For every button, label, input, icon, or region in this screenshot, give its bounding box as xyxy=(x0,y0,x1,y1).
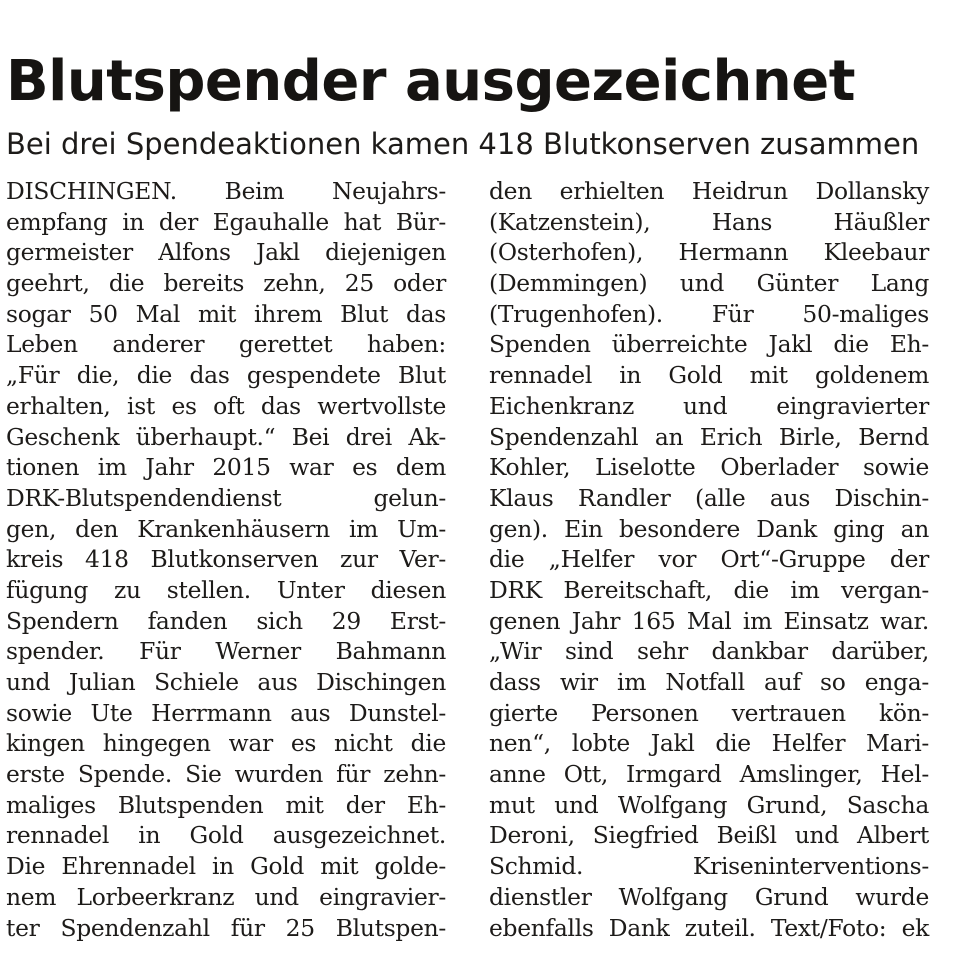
text-line: sogar 50 Mal mit ihrem Blut das xyxy=(6,299,446,328)
text-line: Spendern fanden sich 29 Erst- xyxy=(6,606,446,635)
text-line: Eichenkranz und eingravierter xyxy=(489,391,929,420)
text-line: Schmid. Kriseninterventions- xyxy=(489,852,929,881)
text-line: Kohler, Liselotte Oberlader sowie xyxy=(489,453,929,482)
text-line: nen“, lobte Jakl die Helfer Mari- xyxy=(489,729,929,758)
article-headline: Blutspender ausgezeichnet xyxy=(6,49,855,114)
text-line: und Julian Schiele aus Dischingen xyxy=(6,668,446,696)
text-line: ter Spendenzahl für 25 Blutspen- xyxy=(6,913,446,942)
text-line: „Für die, die das gespendete Blut xyxy=(6,361,446,390)
text-line: DISCHINGEN. Beim Neujahrs- xyxy=(6,177,446,205)
text-line: ebenfalls Dank zuteil. Text/Foto: ek xyxy=(489,913,929,942)
text-line: (Trugenhofen). Für 50-maliges xyxy=(489,299,929,328)
text-line: mut und Wolfgang Grund, Sascha xyxy=(489,790,929,819)
text-line: DRK Bereitschaft, die im vergan- xyxy=(489,575,929,604)
text-line: Die Ehrennadel in Gold mit golde- xyxy=(6,852,446,881)
text-line: Spendenzahl an Erich Birle, Bernd xyxy=(489,422,929,451)
text-line: gen, den Krankenhäusern im Um- xyxy=(6,514,446,543)
text-line: die „Helfer vor Ort“-Gruppe der xyxy=(489,545,929,574)
text-line: (Katzenstein), Hans Häußler xyxy=(489,207,929,236)
text-line: kreis 418 Blutkonserven zur Ver- xyxy=(6,545,446,574)
text-line: erhalten, ist es oft das wertvollste xyxy=(6,391,446,420)
text-line: tionen im Jahr 2015 war es dem xyxy=(6,453,446,482)
text-line: rennadel in Gold mit goldenem xyxy=(489,361,929,390)
text-line: geehrt, die bereits zehn, 25 oder xyxy=(6,269,446,298)
text-line: den erhielten Heidrun Dollansky xyxy=(489,177,929,205)
text-line: gierte Personen vertrauen kön- xyxy=(489,698,929,727)
text-line: (Osterhofen), Hermann Kleebaur xyxy=(489,238,929,267)
text-line: Spenden überreichte Jakl die Eh- xyxy=(489,330,929,359)
text-line: DRK-Blutspendendienst gelun- xyxy=(6,483,446,512)
text-line: genen Jahr 165 Mal im Einsatz war. xyxy=(489,606,929,635)
text-line: kingen hingegen war es nicht die xyxy=(6,729,446,758)
text-line: rennadel in Gold ausgezeichnet. xyxy=(6,821,446,850)
text-line: sowie Ute Herrmann aus Dunstel- xyxy=(6,698,446,727)
text-line: germeister Alfons Jakl diejenigen xyxy=(6,238,446,267)
text-line: anne Ott, Irmgard Amslinger, Hel- xyxy=(489,760,929,789)
text-line: fügung zu stellen. Unter diesen xyxy=(6,575,446,604)
article-column-left xyxy=(6,176,446,943)
text-line: erste Spende. Sie wurden für zehn- xyxy=(6,760,446,789)
text-line: Leben anderer gerettet haben: xyxy=(6,330,446,359)
text-line: Geschenk überhaupt.“ Bei drei Ak- xyxy=(6,422,446,451)
text-line: spender. Für Werner Bahmann xyxy=(6,637,446,666)
text-line: empfang in der Egauhalle hat Bür- xyxy=(6,207,446,236)
text-line: „Wir sind sehr dankbar darüber, xyxy=(489,637,929,666)
text-line: nem Lorbeerkranz und eingravier- xyxy=(6,882,446,911)
text-line: maliges Blutspenden mit der Eh- xyxy=(6,790,446,819)
text-line: Deroni, Siegfried Beißl und Albert xyxy=(489,821,929,850)
text-line: dienstler Wolfgang Grund wurde xyxy=(489,882,929,911)
text-line: dass wir im Notfall auf so enga- xyxy=(489,668,929,696)
text-line: gen). Ein besondere Dank ging an xyxy=(489,514,929,543)
text-line: (Demmingen) und Günter Lang xyxy=(489,269,929,298)
article-subheadline: Bei drei Spendeaktionen kamen 418 Blutkonserven zusammen xyxy=(6,127,920,161)
article-column-right xyxy=(489,176,929,943)
text-line: Klaus Randler (alle aus Dischin- xyxy=(489,483,929,512)
